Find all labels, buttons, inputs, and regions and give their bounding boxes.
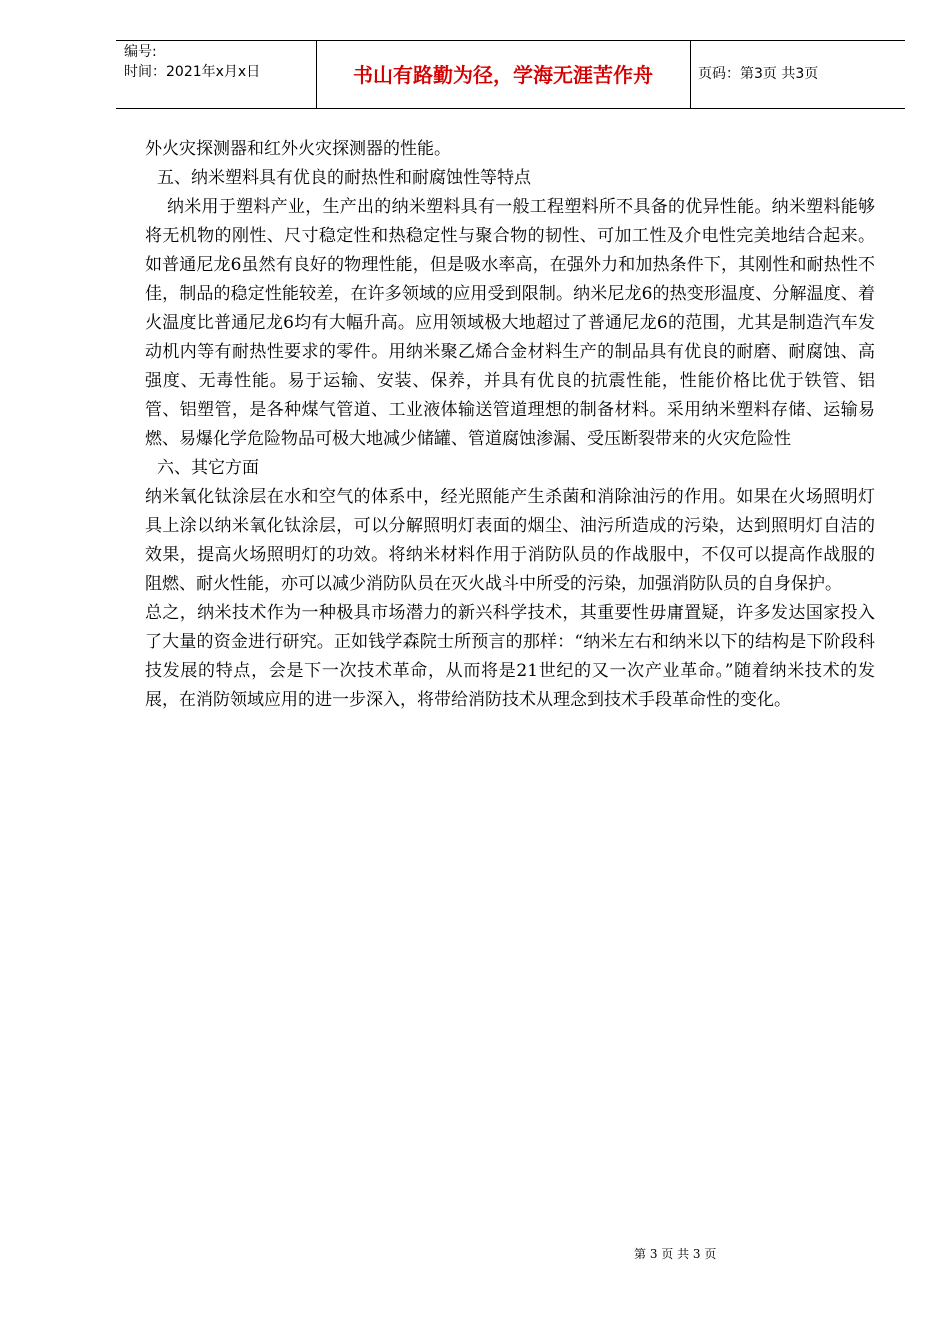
header-page-info: 页码：第3页 共3页	[698, 66, 819, 82]
page-footer: 第 3 页 共 3 页	[634, 1247, 717, 1261]
document-time-label: 时间：2021年x月x日	[124, 64, 261, 80]
paragraph-conclusion: 总之，纳米技术作为一种极具市场潜力的新兴科学技术，其重要性毋庸置疑，许多发达国家投入了大量的资金进行研究。正如钱学森院士所预言的那样：“纳米左右和纳米以下的结构是下阶段科技发展的特点，会是下一次技术革命，从而将是21世纪的又一次产业革命。”随着纳米技术的发展，在消防领域应用的进一步深入，将带给消防技术从理念到技术手段革命性的变化。	[145, 603, 875, 710]
section-heading-6: 六、其它方面	[157, 458, 259, 478]
document-body	[145, 135, 875, 715]
paragraph-nano-plastics: 纳米用于塑料产业，生产出的纳米塑料具有一般工程塑料所不具备的优异性能。纳米塑料能够将无机物的刚性、尺寸稳定性和热稳定性与聚合物的韧性、可加工性及介电性完美地结合起来。如普通尼龙6虽然有良好的物理性能，但是吸水率高，在强外力和加热条件下，其刚性和耐热性不佳，制品的稳定性能较差，在许多领域的应用受到限制。纳米尼龙6的热变形温度、分解温度、着火温度比普通尼龙6均有大幅升高。应用领域极大地超过了普通尼龙6的范围，尤其是制造汽车发动机内等有耐热性要求的零件。用纳米聚乙烯合金材料生产的制品具有优良的耐磨、耐腐蚀、高强度、无毒性能。易于运输、安装、保养，并具有优良的抗震性能，性能价格比优于铁管、铝管、铝塑管，是各种煤气管道、工业液体输送管道理想的制备材料。采用纳米塑料存储、运输易燃、易爆化学危险物品可极大地减少储罐、管道腐蚀渗漏、受压断裂带来的火灾危险性	[145, 197, 875, 449]
header-meta	[124, 42, 314, 82]
paragraph-continuation: 外火灾探测器和红外火灾探测器的性能。	[145, 139, 451, 159]
section-heading-5: 五、纳米塑料具有优良的耐热性和耐腐蚀性等特点	[157, 168, 531, 188]
page-header	[116, 40, 905, 109]
paragraph-titanium-coating: 纳米氧化钛涂层在水和空气的体系中，经光照能产生杀菌和消除油污的作用。如果在火场照明灯具上涂以纳米氧化钛涂层，可以分解照明灯表面的烟尘、油污所造成的污染，达到照明灯自洁的效果，提高火场照明灯的功效。将纳米材料作用于消防队员的作战服中，不仅可以提高作战服的阻燃、耐火性能，亦可以减少消防队员在灭火战斗中所受的污染，加强消防队员的自身保护。	[145, 487, 875, 594]
document-number-label: 编号:	[124, 44, 157, 60]
header-divider	[690, 41, 691, 108]
header-motto: 书山有路勤为径，学海无涯苦作舟	[353, 63, 653, 87]
